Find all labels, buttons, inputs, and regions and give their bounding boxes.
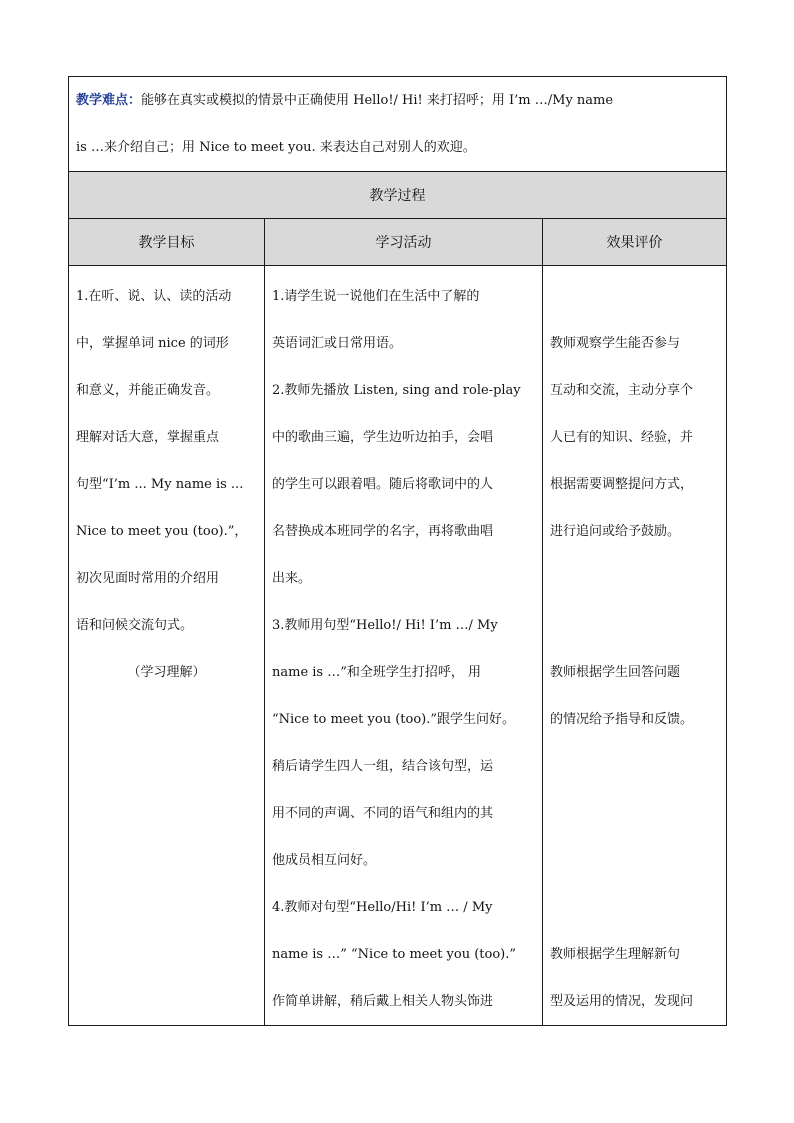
goal-note: （学习理解） (127, 665, 206, 680)
activity-line: 出来。 (272, 571, 312, 586)
difficulty-row (69, 77, 727, 172)
evaluation-spacer (550, 790, 719, 837)
activity-line: 用不同的声调、不同的语气和组内的其 (272, 806, 494, 821)
column-header-evaluation: 效果评价 (543, 219, 727, 266)
evaluation-line: 教师根据学生理解新句 (550, 947, 681, 962)
activity-line: 稍后请学生四人一组，结合该句型，运 (272, 759, 494, 774)
evaluation-line: 进行追问或给予鼓励。 (550, 524, 681, 539)
activity-line: 3.教师用句型“Hello!/ Hi! I’m …/ My (272, 618, 498, 633)
activity-line: name is …”和全班学生打招呼， 用 (272, 665, 482, 680)
evaluation-line: 教师根据学生回答问题 (550, 665, 681, 680)
column-header-row (69, 219, 727, 266)
evaluation-line: 教师观察学生能否参与 (550, 336, 681, 351)
goal-line: Nice to meet you (too).”， (76, 524, 248, 539)
column-header-goal: 教学目标 (69, 219, 265, 266)
goal-line: 句型“I’m ... My name is ... (76, 477, 244, 492)
goal-line: 和意义，并能正确发音。 (76, 383, 220, 398)
column-header-activity: 学习活动 (265, 219, 543, 266)
difficulty-text-1: 能够在真实或模拟的情景中正确使用 Hello!/ Hi! 来打招呼；用 I’m …/My name (141, 93, 614, 108)
activity-line: 他成员相互问好。 (272, 853, 377, 868)
evaluation-line: 人已有的知识、经验，并 (550, 430, 694, 445)
goal-line: 理解对话大意，掌握重点 (76, 430, 220, 445)
activity-cell (265, 266, 543, 1026)
evaluation-spacer (550, 555, 719, 602)
evaluation-spacer (550, 884, 719, 931)
activity-line: 1.请学生说一说他们在生活中了解的 (272, 289, 480, 304)
evaluation-spacer (550, 837, 719, 884)
activity-line: 名替换成本班同学的名字，再将歌曲唱 (272, 524, 494, 539)
evaluation-spacer (550, 273, 719, 320)
content-row (69, 266, 727, 1026)
evaluation-line: 的情况给予指导和反馈。 (550, 712, 694, 727)
activity-line: 中的歌曲三遍，学生边听边拍手，会唱 (272, 430, 494, 445)
evaluation-cell (543, 266, 727, 1026)
goal-line: 语和问候交流句式。 (76, 618, 194, 633)
evaluation-line: 型及运用的情况，发现问 (550, 994, 694, 1009)
process-header-row (69, 172, 727, 219)
evaluation-line: 根据需要调整提问方式， (550, 477, 694, 492)
activity-line: 作简单讲解，稍后戴上相关人物头饰进 (272, 994, 494, 1009)
activity-line: 的学生可以跟着唱。随后将歌词中的人 (272, 477, 494, 492)
goal-line: 初次见面时常用的介绍用 (76, 571, 220, 586)
lesson-plan-table (68, 76, 727, 1026)
goal-line: 中，掌握单词 nice 的词形 (76, 336, 229, 351)
activity-line: “Nice to meet you (too).”跟学生问好。 (272, 712, 516, 727)
activity-line: 2.教师先播放 Listen, sing and role-play (272, 383, 521, 398)
evaluation-spacer (550, 602, 719, 649)
goal-cell (69, 266, 265, 1026)
evaluation-spacer (550, 743, 719, 790)
difficulty-line-2: is …来介绍自己；用 Nice to meet you. 来表达自己对别人的欢迎。 (76, 140, 476, 155)
process-title: 教学过程 (69, 172, 727, 219)
difficulty-label: 教学难点： (76, 93, 142, 108)
activity-line: 英语词汇或日常用语。 (272, 336, 403, 351)
difficulty-line-1 (76, 77, 719, 124)
difficulty-cell (69, 77, 727, 172)
activity-line: 4.教师对句型“Hello/Hi! I’m … / My (272, 900, 493, 915)
activity-line: name is …” “Nice to meet you (too).” (272, 947, 517, 962)
goal-line: 1.在听、说、认、读的活动 (76, 289, 232, 304)
evaluation-line: 互动和交流，主动分享个 (550, 383, 694, 398)
